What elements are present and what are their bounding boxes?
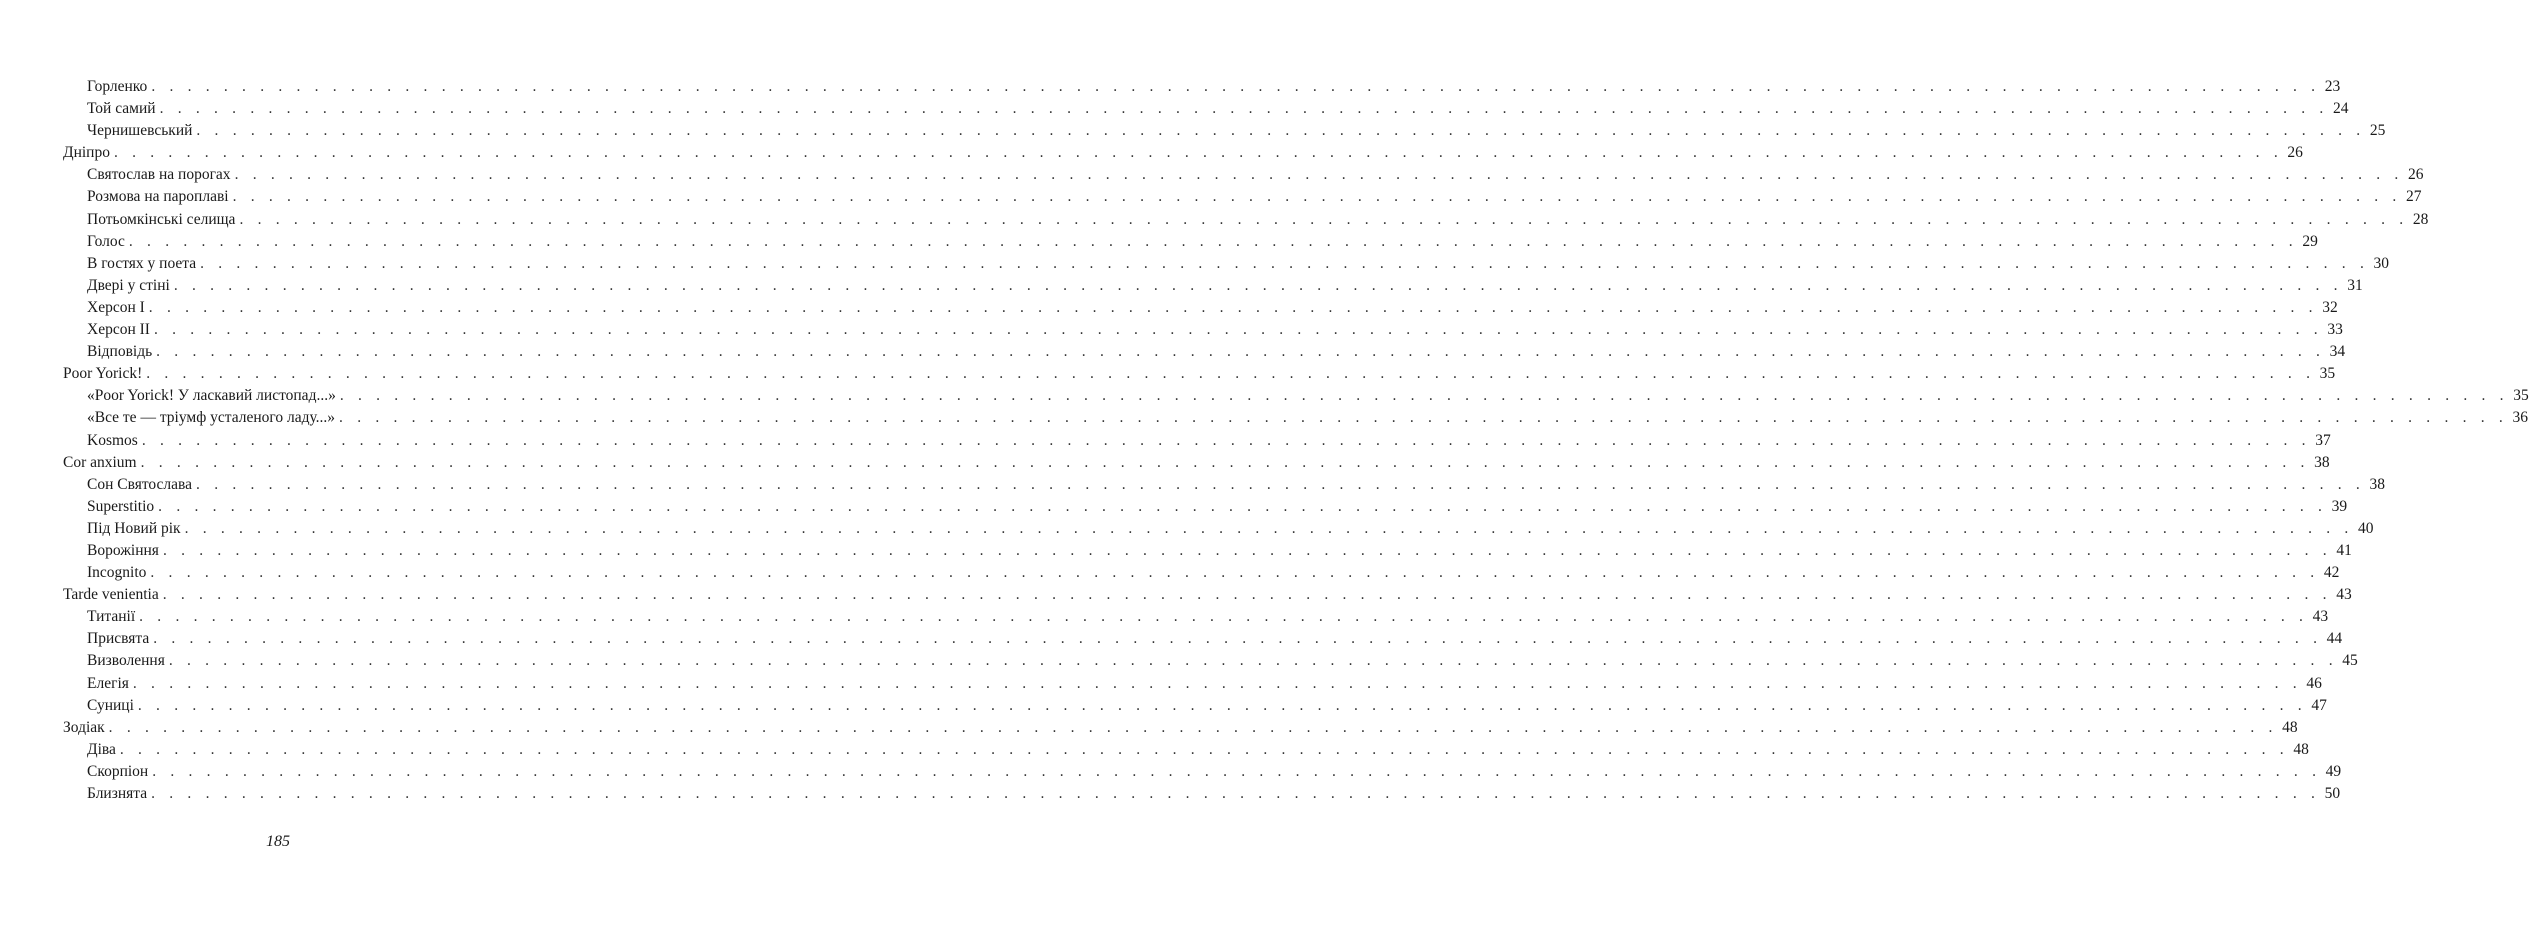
toc-entry <box>63 606 2329 628</box>
dot-leader: . . . . . . . . . . . . . . . . . . . . . . . . . . . . . . . . . . . . . . . . . . . . . . . . . . . . . . . . . . . . . . . . . . . . . . . . . . . . . . . . . . . . . . . . . . . . . . . . . . . . . . . . . . . . . . . . . . . . . . . . <box>151 78 2321 95</box>
dot-leader: . . . . . . . . . . . . . . . . . . . . . . . . . . . . . . . . . . . . . . . . . . . . . . . . . . . . . . . . . . . . . . . . . . . . . . . . . . . . . . . . . . . . . . . . . . . . . . . . . . . . . . . . . . . . . . . . . . . . . . . . <box>232 188 2402 206</box>
toc-entry-page: 34 <box>2329 343 2346 361</box>
toc-entry <box>63 584 2352 606</box>
toc-entry-page: 41 <box>2336 541 2352 559</box>
toc-entry <box>63 253 2390 275</box>
toc-entry-page: 38 <box>2314 453 2330 471</box>
dot-leader: . . . . . . . . . . . . . . . . . . . . . . . . . . . . . . . . . . . . . . . . . . . . . . . . . . . . . . . . . . . . . . . . . . . . . . . . . . . . . . . . . . . . . . . . . . . . . . . . . . . . . . . . . . . . . . . . . . . . . . . . <box>158 497 2328 515</box>
dot-leader: . . . . . . . . . . . . . . . . . . . . . . . . . . . . . . . . . . . . . . . . . . . . . . . . . . . . . . . . . . . . . . . . . . . . . . . . . . . . . . . . . . . . . . . . . . . . . . . . . . . . . . . . . . . . . . . . . . . . . . . . <box>137 696 2307 714</box>
toc-entry-page: 50 <box>2324 785 2341 802</box>
toc-entry <box>63 540 2352 562</box>
dot-leader: . . . . . . . . . . . . . . . . . . . . . . . . . . . . . . . . . . . . . . . . . . . . . . . . . . . . . . . . . . . . . . . . . . . . . . . . . . . . . . . . . . . . . . . . . . . . . . . . . . . . . . . . . . . . . . . . . . . . . . . . <box>119 740 2289 758</box>
toc-entry-title: Ворожіння <box>87 541 159 559</box>
toc-entry-page: 43 <box>2336 586 2352 604</box>
toc-entry-title: Херсон II <box>87 321 150 339</box>
toc-entry <box>63 120 2386 142</box>
toc-entry <box>63 650 2358 672</box>
toc-entry-title: Дніпро <box>63 144 110 162</box>
toc-entry-page: 48 <box>2282 718 2298 736</box>
toc-entry-title: Відповідь <box>87 343 153 361</box>
toc-entry-page: 42 <box>2323 564 2340 582</box>
toc-entry-title: Голос <box>87 232 125 250</box>
toc-entry-page: 28 <box>2412 210 2429 228</box>
toc-entry-title: Суниці <box>87 696 134 714</box>
toc-entry <box>63 562 2340 584</box>
toc-entry-page: 23 <box>2324 78 2341 95</box>
toc-entry <box>63 319 2343 341</box>
toc-entry-title: Титанії <box>87 608 136 626</box>
dot-leader: . . . . . . . . . . . . . . . . . . . . . . . . . . . . . . . . . . . . . . . . . . . . . . . . . . . . . . . . . . . . . . . . . . . . . . . . . . . . . . . . . . . . . . . . . . . . . . . . . . . . . . . . . . . . . . . . . . . . . . . . <box>150 564 2320 582</box>
dot-leader: . . . . . . . . . . . . . . . . . . . . . . . . . . . . . . . . . . . . . . . . . . . . . . . . . . . . . . . . . . . . . . . . . . . . . . . . . . . . . . . . . . . . . . . . . . . . . . . . . . . . . . . . . . . . . . . . . . . . . . . . <box>132 674 2302 692</box>
dot-leader: . . . . . . . . . . . . . . . . . . . . . . . . . . . . . . . . . . . . . . . . . . . . . . . . . . . . . . . . . . . . . . . . . . . . . . . . . . . . . . . . . . . . . . . . . . . . . . . . . . . . . . . . . . . . . . . . . . . . . . . . <box>156 343 2326 361</box>
toc-entry-title: Poor Yorick! <box>63 365 143 383</box>
toc-entry <box>63 717 2298 739</box>
toc-entry <box>63 231 2318 253</box>
toc-entry-page: 31 <box>2347 276 2363 294</box>
toc-entry-title: Розмова на пароплаві <box>87 188 229 206</box>
toc-entry-title: Під Новий рік <box>87 519 181 537</box>
toc-entry <box>63 783 2341 805</box>
toc-entry-page: 37 <box>2315 431 2331 449</box>
dot-leader: . . . . . . . . . . . . . . . . . . . . . . . . . . . . . . . . . . . . . . . . . . . . . . . . . . . . . . . . . . . . . . . . . . . . . . . . . . . . . . . . . . . . . . . . . . . . . . . . . . . . . . . . . . . . . . . . . . . . . . . . <box>128 232 2298 250</box>
dot-leader: . . . . . . . . . . . . . . . . . . . . . . . . . . . . . . . . . . . . . . . . . . . . . . . . . . . . . . . . . . . . . . . . . . . . . . . . . . . . . . . . . . . . . . . . . . . . . . . . . . . . . . . . . . . . . . . . . . . . . . . . <box>200 254 2370 272</box>
toc-entry-title: Incognito <box>87 564 147 582</box>
dot-leader: . . . . . . . . . . . . . . . . . . . . . . . . . . . . . . . . . . . . . . . . . . . . . . . . . . . . . . . . . . . . . . . . . . . . . . . . . . . . . . . . . . . . . . . . . . . . . . . . . . . . . . . . . . . . . . . . . . . . . . . . <box>339 409 2508 427</box>
toc-entry-page: 47 <box>2311 696 2327 714</box>
toc-entry-title: «Все те — тріумф усталеного ладу...» <box>87 409 336 427</box>
toc-entry-page: 43 <box>2312 608 2329 626</box>
toc-entry <box>63 76 2341 98</box>
toc-entry <box>63 341 2346 363</box>
dot-leader: . . . . . . . . . . . . . . . . . . . . . . . . . . . . . . . . . . . . . . . . . . . . . . . . . . . . . . . . . . . . . . . . . . . . . . . . . . . . . . . . . . . . . . . . . . . . . . . . . . . . . . . . . . . . . . . . . . . . . . . . <box>162 586 2332 604</box>
dot-leader: . . . . . . . . . . . . . . . . . . . . . . . . . . . . . . . . . . . . . . . . . . . . . . . . . . . . . . . . . . . . . . . . . . . . . . . . . . . . . . . . . . . . . . . . . . . . . . . . . . . . . . . . . . . . . . . . . . . . . . . . <box>140 453 2310 471</box>
dot-leader: . . . . . . . . . . . . . . . . . . . . . . . . . . . . . . . . . . . . . . . . . . . . . . . . . . . . . . . . . . . . . . . . . . . . . . . . . . . . . . . . . . . . . . . . . . . . . . . . . . . . . . . . . . . . . . . . . . . . . . . . <box>196 122 2366 140</box>
toc-entry <box>63 695 2327 717</box>
toc-entry-title: Чернишевський <box>87 122 193 140</box>
toc-entry-page: 26 <box>2287 144 2303 162</box>
dot-leader: . . . . . . . . . . . . . . . . . . . . . . . . . . . . . . . . . . . . . . . . . . . . . . . . . . . . . . . . . . . . . . . . . . . . . . . . . . . . . . . . . . . . . . . . . . . . . . . . . . . . . . . . . . . . . . . . . . . . . . . . <box>108 718 2278 736</box>
toc-entry <box>63 186 2422 208</box>
toc-entry <box>63 407 2528 429</box>
toc-entry-page: 44 <box>2326 630 2343 648</box>
toc-entry-page: 33 <box>2327 321 2343 339</box>
dot-leader: . . . . . . . . . . . . . . . . . . . . . . . . . . . . . . . . . . . . . . . . . . . . . . . . . . . . . . . . . . . . . . . . . . . . . . . . . . . . . . . . . . . . . . . . . . . . . . . . . . . . . . . . . . . . . . . . . . . . . . . . <box>159 100 2329 118</box>
dot-leader: . . . . . . . . . . . . . . . . . . . . . . . . . . . . . . . . . . . . . . . . . . . . . . . . . . . . . . . . . . . . . . . . . . . . . . . . . . . . . . . . . . . . . . . . . . . . . . . . . . . . . . . . . . . . . . . . . . . . . . . . <box>148 298 2318 316</box>
toc-entry-title: Присвята <box>87 630 150 648</box>
toc-entry <box>63 98 2349 120</box>
toc-entry <box>63 209 2429 231</box>
toc-entry-title: Зодіак <box>63 718 105 736</box>
toc-entry-page: 49 <box>2325 762 2342 780</box>
dot-leader: . . . . . . . . . . . . . . . . . . . . . . . . . . . . . . . . . . . . . . . . . . . . . . . . . . . . . . . . . . . . . . . . . . . . . . . . . . . . . . . . . . . . . . . . . . . . . . . . . . . . . . . . . . . . . . . . . . . . . . . . <box>184 519 2354 537</box>
toc-entry <box>63 385 2529 407</box>
toc-entry-title: Superstitio <box>87 497 155 515</box>
toc-entry <box>63 496 2348 518</box>
toc-entry-title: Потьомкінські селища <box>87 210 236 228</box>
toc-entry-title: Близнята <box>87 785 148 802</box>
toc-entry-page: 38 <box>2369 475 2385 493</box>
dot-leader: . . . . . . . . . . . . . . . . . . . . . . . . . . . . . . . . . . . . . . . . . . . . . . . . . . . . . . . . . . . . . . . . . . . . . . . . . . . . . . . . . . . . . . . . . . . . . . . . . . . . . . . . . . . . . . . . . . . . . . . . <box>173 276 2343 294</box>
toc-entry <box>63 518 2374 540</box>
toc-entry-title: Діва <box>87 740 116 758</box>
toc-entry <box>63 363 2336 385</box>
toc-entry <box>63 673 2322 695</box>
page-number: 185 <box>266 833 290 850</box>
toc-entry-title: Херсон I <box>87 298 145 316</box>
toc-entry-title: Скорпіон <box>87 762 149 780</box>
toc-entry <box>63 452 2330 474</box>
toc-entry-title: Той самий <box>87 100 156 118</box>
toc-entry <box>63 739 2309 761</box>
toc-entry-page: 24 <box>2333 100 2349 118</box>
toc-entry-page: 48 <box>2293 740 2309 758</box>
toc-entry <box>63 761 2342 783</box>
toc-entry-page: 36 <box>2512 409 2528 427</box>
toc-entry-title: Святослав на порогах <box>87 166 231 184</box>
toc-entry <box>63 474 2385 496</box>
toc-entry-page: 45 <box>2342 652 2358 670</box>
toc-entry <box>63 275 2363 297</box>
toc-entry <box>63 164 2424 186</box>
toc-entry-title: Елегія <box>87 674 129 692</box>
dot-leader: . . . . . . . . . . . . . . . . . . . . . . . . . . . . . . . . . . . . . . . . . . . . . . . . . . . . . . . . . . . . . . . . . . . . . . . . . . . . . . . . . . . . . . . . . . . . . . . . . . . . . . . . . . . . . . . . . . . . . . . . <box>152 762 2322 780</box>
toc-entry <box>63 430 2331 452</box>
toc-entry <box>63 297 2338 319</box>
toc-entry-title: Tarde venientia <box>63 586 159 604</box>
table-of-contents <box>63 76 2529 805</box>
dot-leader: . . . . . . . . . . . . . . . . . . . . . . . . . . . . . . . . . . . . . . . . . . . . . . . . . . . . . . . . . . . . . . . . . . . . . . . . . . . . . . . . . . . . . . . . . . . . . . . . . . . . . . . . . . . . . . . . . . . . . . . . <box>153 321 2323 339</box>
dot-leader: . . . . . . . . . . . . . . . . . . . . . . . . . . . . . . . . . . . . . . . . . . . . . . . . . . . . . . . . . . . . . . . . . . . . . . . . . . . . . . . . . . . . . . . . . . . . . . . . . . . . . . . . . . . . . . . . . . . . . . . . <box>239 210 2409 228</box>
toc-entry-page: 35 <box>2513 387 2529 405</box>
toc-entry-title: Двері у стіні <box>87 276 170 294</box>
toc-entry-page: 39 <box>2331 497 2348 515</box>
toc-entry-page: 35 <box>2319 365 2336 383</box>
toc-entry-page: 30 <box>2373 254 2390 272</box>
dot-leader: . . . . . . . . . . . . . . . . . . . . . . . . . . . . . . . . . . . . . . . . . . . . . . . . . . . . . . . . . . . . . . . . . . . . . . . . . . . . . . . . . . . . . . . . . . . . . . . . . . . . . . . . . . . . . . . . . . . . . . . . <box>113 144 2283 162</box>
toc-entry-page: 32 <box>2322 298 2338 316</box>
dot-leader: . . . . . . . . . . . . . . . . . . . . . . . . . . . . . . . . . . . . . . . . . . . . . . . . . . . . . . . . . . . . . . . . . . . . . . . . . . . . . . . . . . . . . . . . . . . . . . . . . . . . . . . . . . . . . . . . . . . . . . . . <box>151 785 2321 802</box>
toc-entry <box>63 142 2303 164</box>
dot-leader: . . . . . . . . . . . . . . . . . . . . . . . . . . . . . . . . . . . . . . . . . . . . . . . . . . . . . . . . . . . . . . . . . . . . . . . . . . . . . . . . . . . . . . . . . . . . . . . . . . . . . . . . . . . . . . . . . . . . . . . . <box>234 166 2404 184</box>
dot-leader: . . . . . . . . . . . . . . . . . . . . . . . . . . . . . . . . . . . . . . . . . . . . . . . . . . . . . . . . . . . . . . . . . . . . . . . . . . . . . . . . . . . . . . . . . . . . . . . . . . . . . . . . . . . . . . . . . . . . . . . . <box>196 475 2365 493</box>
toc-entry-page: 27 <box>2406 188 2422 206</box>
toc-entry-page: 29 <box>2302 232 2318 250</box>
toc-entry-page: 46 <box>2306 674 2322 692</box>
toc-entry-title: Kosmos <box>87 431 138 449</box>
toc-entry-page: 25 <box>2369 122 2386 140</box>
toc-entry <box>63 628 2343 650</box>
toc-entry-title: В гостях у поета <box>87 254 197 272</box>
toc-entry-title: Сон Святослава <box>87 475 193 493</box>
dot-leader: . . . . . . . . . . . . . . . . . . . . . . . . . . . . . . . . . . . . . . . . . . . . . . . . . . . . . . . . . . . . . . . . . . . . . . . . . . . . . . . . . . . . . . . . . . . . . . . . . . . . . . . . . . . . . . . . . . . . . . . . <box>168 652 2338 670</box>
toc-entry-title: Cor anxium <box>63 453 137 471</box>
dot-leader: . . . . . . . . . . . . . . . . . . . . . . . . . . . . . . . . . . . . . . . . . . . . . . . . . . . . . . . . . . . . . . . . . . . . . . . . . . . . . . . . . . . . . . . . . . . . . . . . . . . . . . . . . . . . . . . . . . . . . . . . <box>139 608 2309 626</box>
dot-leader: . . . . . . . . . . . . . . . . . . . . . . . . . . . . . . . . . . . . . . . . . . . . . . . . . . . . . . . . . . . . . . . . . . . . . . . . . . . . . . . . . . . . . . . . . . . . . . . . . . . . . . . . . . . . . . . . . . . . . . . . <box>162 541 2332 559</box>
toc-entry-title: «Poor Yorick! У ласкавий листопад...» <box>87 387 336 405</box>
toc-entry-title: Визволення <box>87 652 165 670</box>
dot-leader: . . . . . . . . . . . . . . . . . . . . . . . . . . . . . . . . . . . . . . . . . . . . . . . . . . . . . . . . . . . . . . . . . . . . . . . . . . . . . . . . . . . . . . . . . . . . . . . . . . . . . . . . . . . . . . . . . . . . . . . . <box>339 387 2509 405</box>
dot-leader: . . . . . . . . . . . . . . . . . . . . . . . . . . . . . . . . . . . . . . . . . . . . . . . . . . . . . . . . . . . . . . . . . . . . . . . . . . . . . . . . . . . . . . . . . . . . . . . . . . . . . . . . . . . . . . . . . . . . . . . . <box>141 431 2311 449</box>
toc-entry-page: 40 <box>2358 519 2374 537</box>
toc-entry-title: Горленко <box>87 78 148 95</box>
dot-leader: . . . . . . . . . . . . . . . . . . . . . . . . . . . . . . . . . . . . . . . . . . . . . . . . . . . . . . . . . . . . . . . . . . . . . . . . . . . . . . . . . . . . . . . . . . . . . . . . . . . . . . . . . . . . . . . . . . . . . . . . <box>153 630 2323 648</box>
toc-entry-page: 26 <box>2408 166 2424 184</box>
dot-leader: . . . . . . . . . . . . . . . . . . . . . . . . . . . . . . . . . . . . . . . . . . . . . . . . . . . . . . . . . . . . . . . . . . . . . . . . . . . . . . . . . . . . . . . . . . . . . . . . . . . . . . . . . . . . . . . . . . . . . . . . <box>146 365 2316 383</box>
